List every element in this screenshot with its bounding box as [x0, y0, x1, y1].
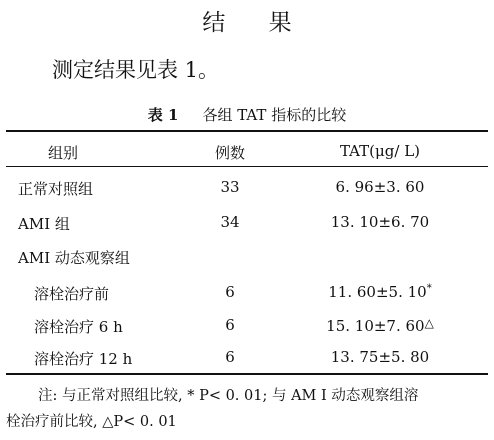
- row-count: 33: [220, 178, 240, 196]
- row-count: 6: [225, 348, 235, 366]
- row-tat-value: 13. 75±5. 80: [330, 348, 430, 366]
- footnote-line-1: 注: 与正常对照组比较, * P< 0. 01; 与 AM I 动态观察组溶: [38, 388, 419, 404]
- row-group-label: 溶栓治疗 6 h: [34, 318, 123, 336]
- section-title: 结 果: [202, 10, 310, 36]
- table-header-rule: [6, 166, 488, 167]
- row-tat-value: 15. 10±7. 60△: [326, 316, 434, 335]
- table-caption-label: 表 1: [147, 106, 179, 124]
- row-tat-value: 6. 96±3. 60: [335, 178, 425, 196]
- footnote-line-2: 栓治疗前比较, △P< 0. 01: [6, 414, 177, 430]
- table-caption-title: 各组 TAT 指标的比较: [202, 106, 347, 124]
- row-group-label: AMI 动态观察组: [18, 249, 130, 267]
- table-bottom-rule: [6, 373, 488, 375]
- row-tat-value: 11. 60±5. 10*: [328, 283, 432, 301]
- row-count: 6: [225, 316, 235, 334]
- row-count: 6: [225, 283, 235, 301]
- intro-text: 测定结果见表 1。: [52, 58, 220, 82]
- significance-triangle: △: [424, 316, 434, 330]
- header-tat: TAT(μg/ L): [339, 142, 421, 160]
- header-group: 组别: [48, 144, 79, 162]
- row-tat-value: 13. 10±6. 70: [330, 213, 430, 231]
- row-group-label: 溶栓治疗前: [34, 285, 110, 303]
- table-caption: [0, 104, 494, 125]
- row-group-label: 正常对照组: [18, 180, 94, 198]
- table-top-rule: [6, 130, 488, 132]
- row-group-label: 溶栓治疗 12 h: [34, 350, 133, 368]
- significance-star: *: [426, 283, 432, 294]
- header-count: 例数: [214, 144, 245, 162]
- table-footnote: [6, 383, 490, 435]
- row-count: 34: [220, 213, 240, 231]
- row-group-label: AMI 组: [18, 215, 70, 233]
